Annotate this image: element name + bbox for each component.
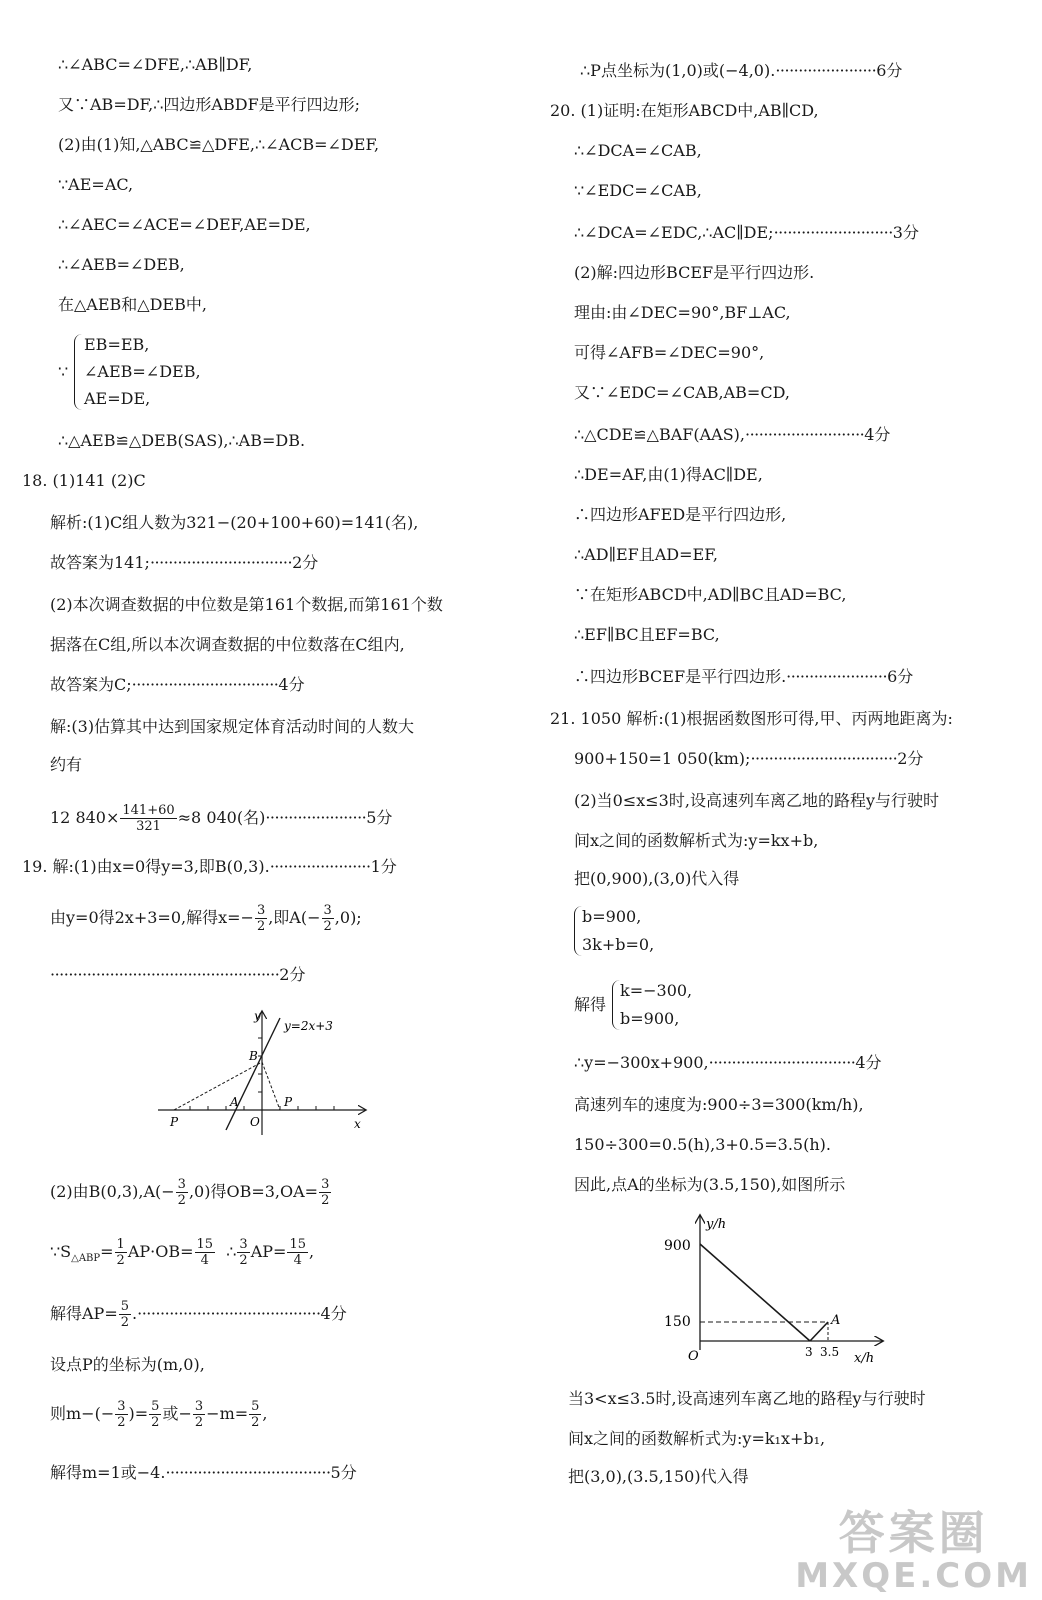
- watermark-en: MXQE.COM: [795, 1556, 1032, 1596]
- score: 3分: [892, 223, 919, 242]
- origin-label: O: [250, 1115, 260, 1129]
- system-row: b=900,: [620, 1009, 680, 1028]
- score: 6分: [876, 61, 903, 80]
- question-18-heading: 18. (1)141 (2)C: [22, 471, 146, 490]
- solution-line: 间x之间的函数解析式为:y=k₁x+b₁,: [568, 1429, 826, 1448]
- solution-line: 据落在C组,所以本次调查数据的中位数落在C组内,: [50, 635, 405, 654]
- score: 2分: [897, 749, 924, 768]
- figure-line-graph: [150, 1000, 380, 1140]
- proof-line: 在△AEB和△DEB中,: [58, 295, 207, 314]
- score: 6分: [887, 667, 914, 686]
- proof-line: ∵在矩形ABCD中,AD∥BC且AD=BC,: [574, 585, 847, 604]
- proof-line: ∴∠AEC=∠ACE=∠DEF,AE=DE,: [58, 215, 311, 234]
- score-leader: ································: [131, 675, 279, 694]
- score: 4分: [320, 1304, 347, 1323]
- score-leader: ······················: [265, 808, 367, 827]
- proof-line: ∴EF∥BC且EF=BC,: [574, 625, 720, 644]
- score-leader: ································: [750, 749, 898, 768]
- fraction: $\frac{3}{2}$: [323, 903, 332, 934]
- solution-line: 900+150=1 050(km);································2分: [574, 749, 924, 768]
- solution-line: 故答案为C;································4分: [50, 675, 305, 694]
- point-label-b: B: [249, 1049, 258, 1063]
- score-leader: ······················: [269, 857, 371, 876]
- point-label-p: P: [170, 1115, 179, 1129]
- score-leader: ································: [708, 1053, 856, 1072]
- proof-line: ∴△CDE≌△BAF(AAS),··························4分: [574, 425, 891, 444]
- tick-150: 150: [664, 1314, 691, 1330]
- descending-segment: [700, 1244, 810, 1341]
- fraction: $\frac{3}{2}$: [194, 1399, 204, 1430]
- score-leader: ······················: [775, 61, 877, 80]
- y-axis-label: y: [254, 1009, 261, 1023]
- tick-900: 900: [664, 1238, 691, 1254]
- system-lead: ∵: [58, 362, 69, 381]
- score-leader: ··························: [745, 425, 865, 444]
- fraction: $\frac{3}{2}$: [117, 1399, 126, 1430]
- proof-line: 理由:由∠DEC=90°,BF⊥AC,: [574, 303, 791, 322]
- solution-line: 间x之间的函数解析式为:y=kx+b,: [574, 831, 819, 850]
- site-watermark: [795, 1508, 1032, 1594]
- proof-line: ∵∠EDC=∠CAB,: [574, 181, 702, 200]
- right-column: [530, 0, 1030, 1600]
- proof-line: ∴四边形AFED是平行四边形,: [574, 505, 787, 524]
- fraction: $\frac{5}{2}$: [151, 1399, 160, 1430]
- fraction: $\frac{141+60}{321}$: [122, 803, 175, 834]
- solution-line: 约有: [50, 755, 83, 774]
- solution-line: 把(0,900),(3,0)代入得: [574, 869, 740, 888]
- y-axis-label: y/h: [706, 1217, 727, 1232]
- solution-line: (2)本次调查数据的中位数是第161个数据,而第161个数: [50, 595, 443, 614]
- score-leader: ··························: [773, 223, 893, 242]
- system-row: k=−300,: [620, 981, 693, 1000]
- tick-3: 3: [805, 1345, 813, 1359]
- solution-line: 解析:(1)C组人数为321−(20+100+60)=141(名),: [50, 513, 419, 532]
- fraction: $\frac{3}{2}$: [321, 1177, 330, 1208]
- solution-line: 150÷300=0.5(h),3+0.5=3.5(h).: [574, 1135, 831, 1154]
- proof-line: (2)解:四边形BCEF是平行四边形.: [574, 263, 815, 282]
- proof-line: ∴∠DCA=∠CAB,: [574, 141, 702, 160]
- system-lead: 解得: [574, 995, 607, 1014]
- x-axis-label: x: [354, 1117, 361, 1131]
- proof-line: 又∵AB=DF,∴四边形ABDF是平行四边形;: [58, 95, 361, 114]
- proof-line: ∴AD∥EF且AD=EF,: [574, 545, 718, 564]
- system-row: 3k+b=0,: [582, 935, 655, 954]
- solution-line: 则m−(− $\frac{3}{2}$ )= $\frac{5}{2}$ 或− $\frac{3}{2}$ −m= $\frac{5}{2}$ ,: [50, 1399, 268, 1430]
- solution-line: 12 840× $\frac{141+60}{321}$ ≈8 040(名)······················5分: [50, 803, 393, 834]
- line-label: y=2x+3: [284, 1019, 333, 1033]
- origin-label: O: [688, 1349, 699, 1364]
- point-label-a: A: [831, 1313, 841, 1328]
- solution-line: 解得AP= $\frac{5}{2}$ .········································4分: [50, 1299, 347, 1330]
- point-label-a: A: [230, 1095, 239, 1109]
- score: 2分: [279, 965, 306, 984]
- system-row: b=900,: [582, 907, 642, 926]
- solution-line: 故答案为141;·······························2分: [50, 553, 319, 572]
- fraction: $\frac{3}{2}$: [239, 1237, 248, 1268]
- solution-line: 解得m=1或−4.····································5分: [50, 1463, 357, 1482]
- score: 4分: [278, 675, 305, 694]
- fraction: $\frac{3}{2}$: [177, 1177, 186, 1208]
- system-row: EB=EB,: [84, 335, 150, 354]
- point-label-p: P: [284, 1095, 293, 1109]
- fraction: $\frac{15}{4}$: [289, 1237, 306, 1268]
- score-leader: ······················: [786, 667, 888, 686]
- proof-line: ∴四边形BCEF是平行四边形.······················6分: [574, 667, 914, 686]
- solution-line: 把(3,0),(3.5,150)代入得: [568, 1467, 749, 1486]
- x-axis-label: x/h: [854, 1351, 875, 1366]
- figure-distance-time-graph: [660, 1210, 890, 1370]
- solution-line: 解:(3)估算其中达到国家规定体育活动时间的人数大: [50, 717, 415, 736]
- fraction: $\frac{15}{4}$: [196, 1237, 214, 1268]
- score: 4分: [864, 425, 891, 444]
- score-leader: ·······························: [149, 553, 293, 572]
- solution-line: ∴P点坐标为(1,0)或(−4,0).······················6分: [580, 61, 903, 80]
- system-row: ∠AEB=∠DEB,: [84, 362, 201, 381]
- solution-line: ∴y=−300x+900,································4分: [574, 1053, 882, 1072]
- proof-line: ∴∠AEB=∠DEB,: [58, 255, 185, 274]
- fraction: $\frac{5}{2}$: [120, 1299, 130, 1330]
- question-20-heading: 20. (1)证明:在矩形ABCD中,AB∥CD,: [550, 101, 819, 120]
- solution-line: [50, 964, 305, 986]
- solution-line: 由y=0得2x+3=0,解得x=− $\frac{3}{2}$ ,即A(− $\frac{3}{2}$ ,0);: [50, 903, 362, 934]
- proof-line: ∴∠DCA=∠EDC,∴AC∥DE;··························3分: [574, 223, 919, 242]
- score-leader: ········································: [137, 1304, 321, 1323]
- score-leader: ····································: [165, 1463, 331, 1482]
- proof-line: ∴∠ABC=∠DFE,∴AB∥DF,: [58, 55, 253, 74]
- solution-line: (2)由B(0,3),A(− $\frac{3}{2}$ ,0)得OB=3,OA= $\frac{3}{2}$: [50, 1177, 330, 1208]
- question-21-heading: 21. 1050 解析:(1)根据函数图形可得,甲、丙两地距离为:: [550, 709, 953, 728]
- proof-line: 又∵∠EDC=∠CAB,AB=CD,: [574, 383, 790, 402]
- fraction: $\frac{3}{2}$: [256, 903, 266, 934]
- system-brace: [74, 334, 83, 410]
- proof-line: (2)由(1)知,△ABC≌△DFE,∴∠ACB=∠DEF,: [58, 135, 380, 154]
- solution-line: 当3<x≤3.5时,设高速列车离乙地的路程y与行驶时: [568, 1389, 926, 1408]
- proof-line: ∵AE=AC,: [58, 175, 134, 194]
- solution-line: $\because S_{\triangle ABP}=$ $\frac{1}{2}$ AP·OB= $\frac{15}{4}$ ∴ $\frac{3}{2}$ AP= $\frac{15}{4}$ ,: [50, 1237, 315, 1268]
- graph-line: [226, 1018, 280, 1130]
- watermark-cn: 答案圈: [838, 1506, 989, 1560]
- solution-line: 高速列车的速度为:900÷3=300(km/h),: [574, 1095, 864, 1114]
- dashed-segment: [174, 1062, 262, 1110]
- solution-line: 设点P的坐标为(m,0),: [50, 1355, 205, 1374]
- solution-line: 因此,点A的坐标为(3.5,150),如图所示: [574, 1175, 846, 1194]
- system-row: AE=DE,: [84, 389, 151, 408]
- left-column: [0, 0, 500, 1600]
- ascending-segment: [810, 1322, 828, 1341]
- solution-line: (2)当0≤x≤3时,设高速列车离乙地的路程y与行驶时: [574, 791, 939, 810]
- score: 1分: [370, 857, 397, 876]
- tick-3-5: 3.5: [820, 1345, 840, 1359]
- score: 5分: [366, 808, 393, 827]
- score: 2分: [292, 553, 319, 572]
- dashed-segment: [262, 1062, 280, 1110]
- question-19-heading: 19. 解:(1)由x=0得y=3,即B(0,3).······················1分: [22, 857, 397, 876]
- score-leader: ··················································: [50, 965, 280, 984]
- proof-line: ∴△AEB≌△DEB(SAS),∴AB=DB.: [58, 431, 306, 450]
- proof-line: 可得∠AFB=∠DEC=90°,: [574, 343, 765, 362]
- score: 5分: [330, 1463, 357, 1482]
- fraction: $\frac{1}{2}$: [116, 1237, 125, 1268]
- score: 4分: [855, 1053, 882, 1072]
- fraction: $\frac{5}{2}$: [251, 1399, 260, 1430]
- proof-line: ∴DE=AF,由(1)得AC∥DE,: [574, 465, 763, 484]
